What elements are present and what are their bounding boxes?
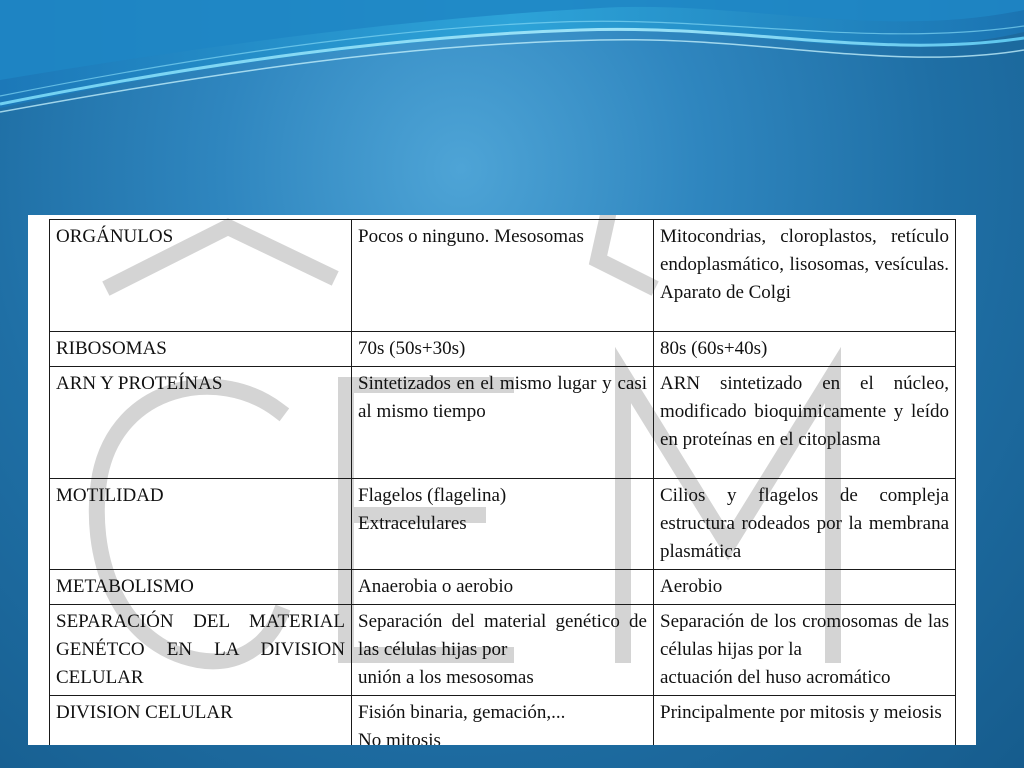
prokaryote-cell: 70s (50s+30s) (352, 332, 654, 367)
table-row (50, 479, 956, 570)
prokaryote-cell: Pocos o ninguno. Mesosomas (352, 220, 654, 332)
eukaryote-cell: Mitocondrias, cloroplastos, retículo endoplasmático, lisosomas, vesículas. Aparato de Colgi (654, 220, 956, 332)
eukaryote-cell: ARN sintetizado en el núcleo, modificado bioquimicamente y leído en proteínas en el citoplasma (654, 367, 956, 479)
row-label: ORGÁNULOS (50, 220, 352, 332)
eukaryote-cell: Aerobio (654, 570, 956, 605)
row-label: ARN Y PROTEÍNAS (50, 367, 352, 479)
prokaryote-cell: Flagelos (flagelina) Extracelulares (352, 479, 654, 570)
eukaryote-cell: Cilios y flagelos de compleja estructura rodeados por la membrana plasmática (654, 479, 956, 570)
table-row (50, 605, 956, 696)
eukaryote-cell: 80s (60s+40s) (654, 332, 956, 367)
prokaryote-cell: Fisión binaria, gemación,... No mitosis (352, 696, 654, 746)
row-label: SEPARACIÓN DEL MATERIAL GENÉTCO EN LA DIVISION CELULAR (50, 605, 352, 696)
table-row (50, 367, 956, 479)
eukaryote-cell: Separación de los cromosomas de las células hijas por la actuación del huso acromático (654, 605, 956, 696)
eukaryote-cell: Principalmente por mitosis y meiosis (654, 696, 956, 746)
row-label: RIBOSOMAS (50, 332, 352, 367)
row-label: METABOLISMO (50, 570, 352, 605)
comparison-table (49, 219, 956, 745)
scanned-table-image (28, 215, 976, 745)
prokaryote-cell: Sintetizados en el mismo lugar y casi al mismo tiempo (352, 367, 654, 479)
table-row (50, 332, 956, 367)
table-row (50, 696, 956, 746)
table-row (50, 220, 956, 332)
row-label: MOTILIDAD (50, 479, 352, 570)
table-row (50, 570, 956, 605)
header-wave-decoration (0, 0, 1024, 130)
row-label: DIVISION CELULAR (50, 696, 352, 746)
prokaryote-cell: Separación del material genético de las células hijas por unión a los mesosomas (352, 605, 654, 696)
prokaryote-cell: Anaerobia o aerobio (352, 570, 654, 605)
